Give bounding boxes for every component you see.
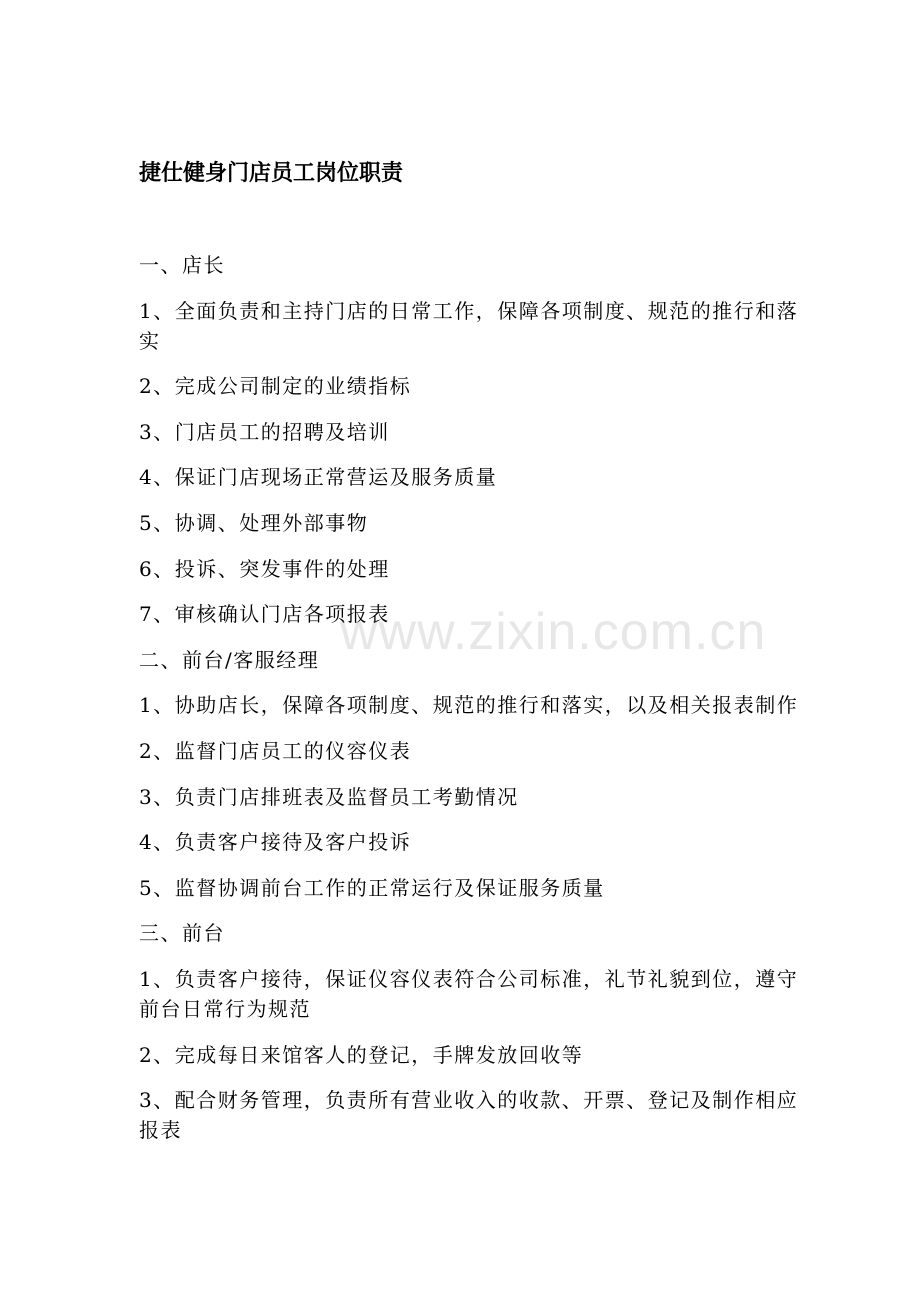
section-front-desk-manager — [139, 645, 799, 903]
duty-item: 4、保证门店现场正常营运及服务质量 — [139, 465, 498, 490]
duty-item: 1、协助店长，保障各项制度、规范的推行和落实，以及相关报表制作 — [139, 693, 799, 718]
duty-item: 3、门店员工的招聘及培训 — [139, 419, 390, 444]
section-heading: 三、前台 — [139, 921, 225, 946]
section-heading: 二、前台/客服经理 — [139, 647, 320, 672]
duty-item: 1、全面负责和主持门店的日常工作，保障各项制度、规范的推行和落实 — [139, 298, 799, 353]
duty-item: 2、完成每日来馆客人的登记，手牌发放回收等 — [139, 1042, 584, 1067]
duty-item: 5、监督协调前台工作的正常运行及保证服务质量 — [139, 875, 605, 900]
duty-item: 7、审核确认门店各项报表 — [139, 602, 390, 627]
duty-item: 1、负责客户接待，保证仪容仪表符合公司标准，礼节礼貌到位，遵守前台日常行为规范 — [139, 966, 799, 1021]
section-front-desk — [139, 918, 799, 1145]
duty-item: 5、协调、处理外部事物 — [139, 510, 369, 535]
duty-item: 2、监督门店员工的仪容仪表 — [139, 738, 412, 763]
duty-item: 6、投诉、突发事件的处理 — [139, 556, 390, 581]
duty-item: 3、配合财务管理，负责所有营业收入的收款、开票、登记及制作相应报表 — [139, 1088, 799, 1143]
section-store-manager — [139, 250, 799, 629]
document-body — [139, 250, 799, 1161]
watermark: www.zixin.com.cn — [340, 603, 767, 661]
duty-item: 4、负责客户接待及客户投诉 — [139, 830, 412, 855]
duty-item: 3、负责门店排班表及监督员工考勤情况 — [139, 784, 519, 809]
document-title: 捷仕健身门店员工岗位职责 — [139, 161, 404, 186]
duty-item: 2、完成公司制定的业绩指标 — [139, 374, 412, 399]
section-heading: 一、店长 — [139, 253, 225, 277]
